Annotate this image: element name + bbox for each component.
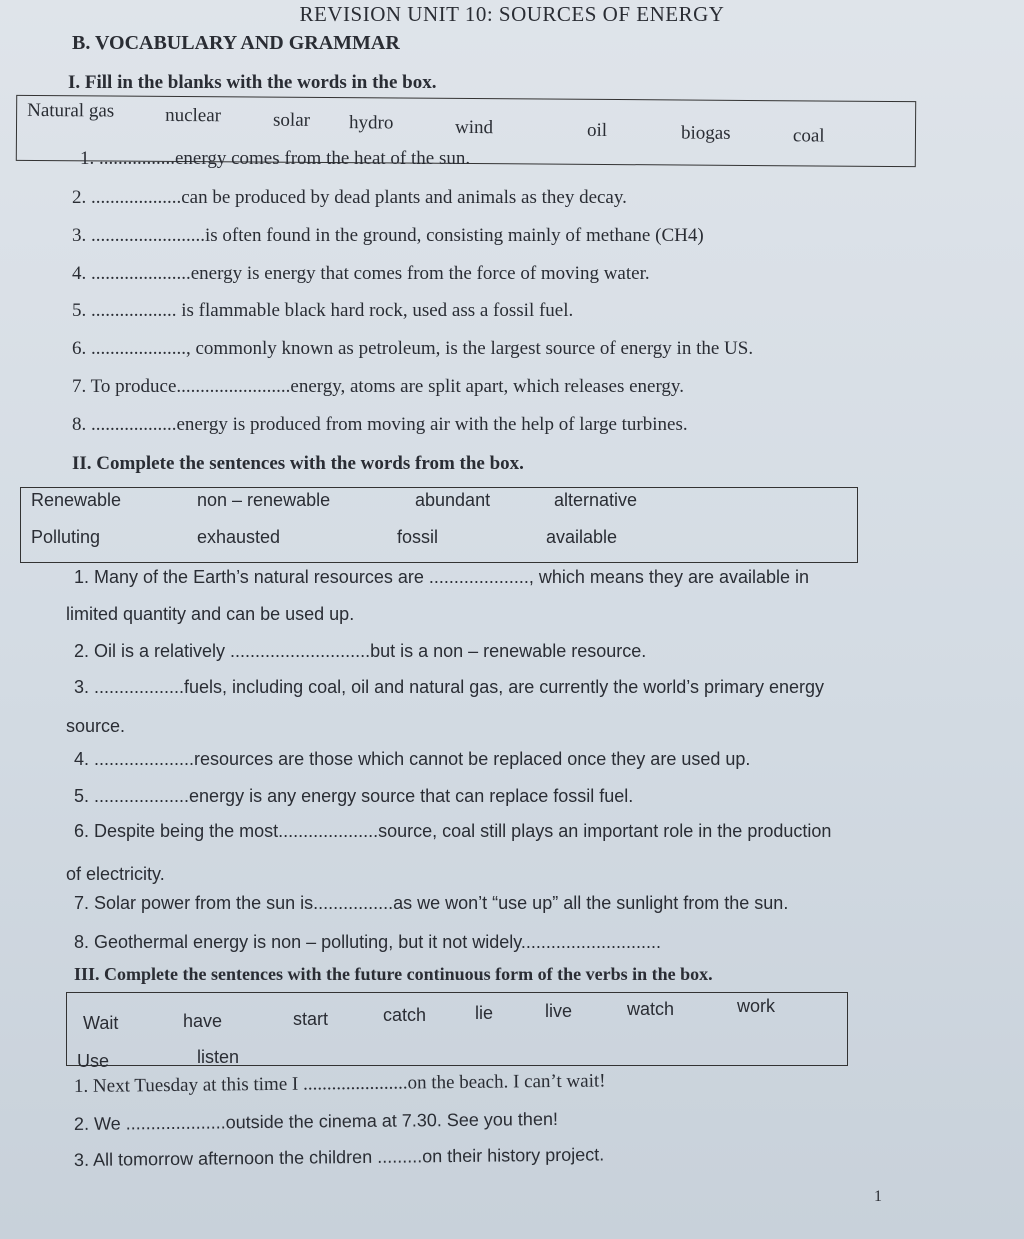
word-alternative: alternative [554,490,638,510]
part1-item: 6. ...................., commonly known as petroleum, is the largest source of energy in the US. [72,338,754,359]
word-biogas: biogas [680,122,731,144]
word-work: work [737,996,776,1016]
part1-item: 8. ..................energy is produced from moving air with the help of large turbines. [72,414,688,435]
part1-item: 2. ...................can be produced by dead plants and animals as they decay. [72,187,627,208]
word-hydro: hydro [348,112,394,134]
word-oil: oil [586,119,608,141]
part2-line: 4. ....................resources are those which cannot be replaced once they are used up. [74,749,751,769]
part2-line: 7. Solar power from the sun is................as we won’t “use up” all the sunlight from the sun. [74,893,789,913]
part2-line: 6. Despite being the most....................source, coal still plays an important role in the production [74,821,832,841]
part2-line: 8. Geothermal energy is non – polluting, but it not widely............................ [74,932,661,952]
part1-item: 7. To produce........................energy, atoms are split apart, which releases energy. [72,376,684,397]
word-listen: listen [197,1047,240,1067]
part2-line: source. [66,716,126,736]
part2-line: 2. Oil is a relatively ............................but is a non – renewable resource. [74,641,647,661]
part3-item: 3. All tomorrow afternoon the children .........on their history project. [73,1144,605,1170]
word-lie: lie [475,1003,494,1023]
part1-item: 1. ................energy comes from the heat of the sun. [80,148,471,169]
word-live: live [545,1001,573,1021]
part2-word-box [20,487,858,563]
part3-heading: III. Complete the sentences with the future continuous form of the verbs in the box. [74,964,713,984]
word-abundant: abundant [415,490,491,510]
part1-heading: I. Fill in the blanks with the words in the box. [68,72,437,93]
word-start: start [293,1009,329,1029]
word-have: have [183,1011,223,1031]
page-title: REVISION UNIT 10: SOURCES OF ENERGY [299,2,725,26]
part2-line: 5. ...................energy is any energy source that can replace fossil fuel. [74,786,634,806]
part2-line: 1. Many of the Earth’s natural resources are ...................., which means they are available in [74,567,810,587]
word-exhausted: exhausted [197,527,281,547]
word-wait: Wait [83,1013,119,1033]
part3-item: 2. We ....................outside the cinema at 7.30. See you then! [73,1108,559,1134]
word-use: Use [77,1051,110,1071]
part1-item: 5. .................. is flammable black hard rock, used ass a fossil fuel. [72,300,574,321]
word-natural-gas: Natural gas [27,99,115,122]
section-heading: B. VOCABULARY AND GRAMMAR [72,32,400,54]
word-coal: coal [792,125,825,147]
page-number: 1 [874,1188,882,1205]
word-watch: watch [627,999,675,1019]
word-available: available [546,527,618,547]
part3-word-box [66,992,848,1071]
part1-item: 3. ........................is often found in the ground, consisting mainly of methane (CH4) [72,225,704,246]
word-polluting: Polluting [31,527,101,547]
part2-line: 3. ..................fuels, including coal, oil and natural gas, are currently the world’s primary energy [74,677,825,697]
word-non-renewable: non – renewable [197,490,331,510]
part3-item: 1. Next Tuesday at this time I ......................on the beach. I can’t wait! [73,1070,606,1097]
word-nuclear: nuclear [165,104,222,127]
word-wind: wind [454,116,494,139]
word-renewable: Renewable [31,490,122,510]
part2-line: limited quantity and can be used up. [66,604,355,624]
word-catch: catch [383,1005,427,1025]
part2-heading: II. Complete the sentences with the words from the box. [72,453,524,474]
word-fossil: fossil [397,527,439,547]
part1-item: 4. .....................energy is energy that comes from the force of moving water. [72,263,650,284]
word-solar: solar [272,109,311,131]
part2-line: of electricity. [66,864,165,884]
